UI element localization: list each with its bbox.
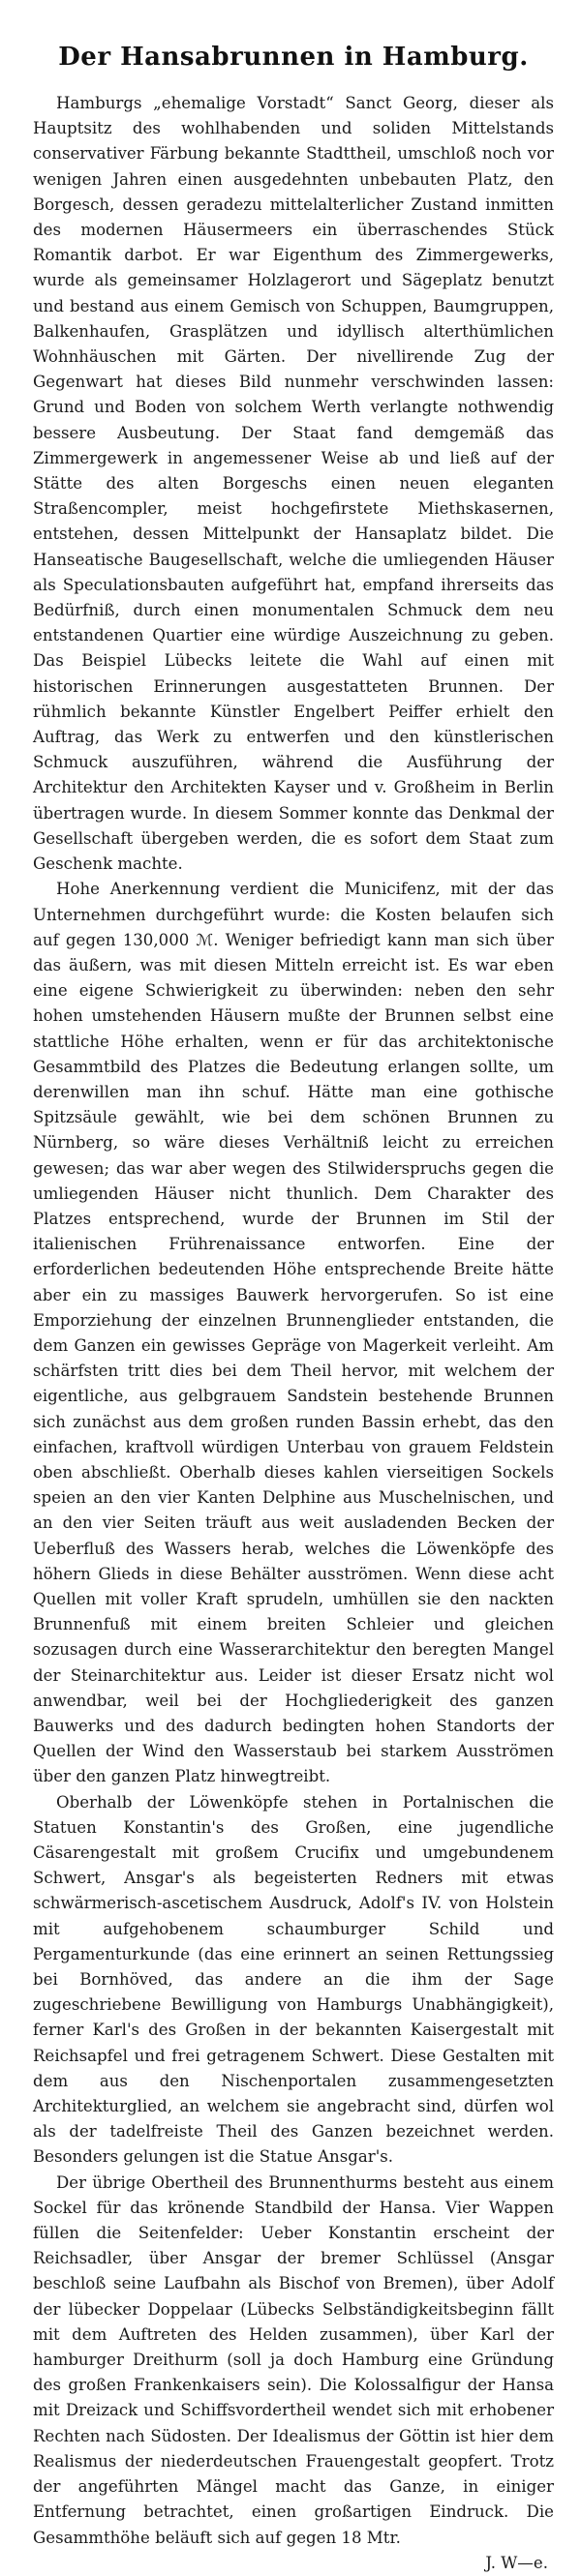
article-paragraph-2: Hohe Anerkennung verdient die Municifenz, mit der das Unternehmen durchgeführt wurde: die Kosten belaufen sich auf gegen 130,000 ℳ. Weniger befriedigt kann man sich über das äußern, was mit diesen Mitteln erreicht ist. Es war eben eine eigene Schwierigkeit zu überwinden: neben den sehr hohen umstehenden Häusern mußte der Brunnen selbst eine stattliche Höhe erhalten, wenn er für das architektonische Gesammtbild des Platzes die Bedeutung erlangen sollte, um derenwillen man ihn schuf. Hätte man eine gothische Spitzsäule gewählt, wie bei dem schönen Brunnen zu Nürnberg, so wäre dieses Verhältniß leicht zu erreichen gewesen; das war aber wegen des Stilwiderspruchs gegen die umliegenden Häuser nicht thunlich. Dem Charakter des Platzes entsprechend, wurde der Brunnen im Stil der italienischen Frührenaissance entworfen. Eine der erforderlichen bedeutenden Höhe entsprechende Breite hätte aber ein zu massiges Bauwerk hervorgerufen. So ist eine Emporziehung der einzelnen Brunnenglieder entstanden, die dem Ganzen ein gewisses Gepräge von Magerkeit verleiht. Am schärfsten tritt dies bei dem Theil hervor, mit welchem der eigentliche, aus gelbgrauem Sandstein bestehende Brunnen sich zunächst aus dem großen runden Bassin erhebt, das den einfachen, kraftvoll würdigen Unterbau von grauem Feldstein oben abschließt. Oberhalb dieses kahlen vierseitigen Sockels speien an den vier Kanten Delphine aus Muschelnischen, und an den vier Seiten träuft aus weit ausladenden Becken der Ueberfluß des Wassers herab, welches die Löwenköpfe des höhern Glieds in diese Behälter ausströmen. Wenn diese acht Quellen mit voller Kraft sprudeln, umhüllen sie den nackten Brunnenfuß mit einem breiten Schleier und gleichen sozusagen durch eine Wasserarchitektur den beregten Mangel der Steinarchitektur aus. Leider ist dieser Ersatz nicht wol anwendbar, weil bei der Hochgliederigkeit des ganzen Bauwerks und des dadurch bedingten hohen Standorts der Quellen der Wind den Wasserstaub bei starkem Ausströmen über den ganzen Platz hinwegtreibt. xyxy=(33,880,554,1786)
article-paragraph-4: Der übrige Obertheil des Brunnenthurms besteht aus einem Sockel für das krönende Standbild der Hansa. Vier Wappen füllen die Seitenfelder: Ueber Konstantin erscheint der Reichsadler, über Ansgar der bremer Schlüssel (Ansgar beschloß seine Laufbahn als Bischof von Bremen), über Adolf der lübecker Doppelaar (Lübecks Selbständigkeitsbeginn fällt mit dem Auftreten des Helden zusammen), über Karl der hamburger Dreithurm (soll ja doch Hamburg eine Gründung des großen Frankenkaisers sein). Die Kolossalfigur der Hansa mit Dreizack und Schiffsvordertheil wendet sich mit erhobener Rechten nach Südosten. Der Idealismus der Göttin ist hier dem Realismus der niederdeutschen Frauengestalt geopfert. Trotz der angeführten Mängel macht das Ganze, in einiger Entfernung betrachtet, einen großartigen Eindruck. Die Gesammthöhe beläuft sich auf gegen 18 Mtr. xyxy=(33,2172,554,2547)
article-title: Der Hansabrunnen in Hamburg. xyxy=(58,43,529,72)
article-paragraph-1: Hamburgs „ehemalige Vorstadt“ Sanct Georg, dieser als Hauptsitz des wohlhabenden und soliden Mittelstands conservativer Färbung bekannte Stadttheil, umschloß noch vor wenigen Jahren einen ausgedehnten unbebauten Platz, den Borgesch, dessen geradezu mittelalterlicher Zustand inmitten des modernen Häusermeers ein überraschendes Stück Romantik darbot. Er war Eigenthum des Zimmergewerks, wurde als gemeinsamer Holzlagerort und Sägeplatz benutzt und bestand aus einem Gemisch von Schuppen, Baumgruppen, Balkenhaufen, Grasplätzen und idyllisch alterthümlichen Wohnhäuschen mit Gärten. Der nivellirende Zug der Gegenwart hat dieses Bild nunmehr verschwinden lassen: Grund und Boden von solchem Werth verlangte nothwendig bessere Ausbeutung. Der Staat fand demgemäß das Zimmergewerk in angemessener Weise ab und ließ auf der Stätte des alten Borgeschs einen neuen eleganten Straßencompler, meist hochgefirstete Miethskasernen, entstehen, dessen Mittelpunkt der Hansaplatz bildet. Die Hanseatische Baugesellschaft, welche die umliegenden Häuser als Speculationsbauten aufgeführt hat, empfand ihrerseits das Bedürfniß, durch einen monumentalen Schmuck dem neu entstandenen Quartier eine würdige Auszeichnung zu geben. Das Beispiel Lübecks leitete die Wahl auf einen mit historischen Erinnerungen ausgestatteten Brunnen. Der rühmlich bekannte Künstler Engelbert Peiffer erhielt den Auftrag, das Werk zu entwerfen und den künstlerischen Schmuck auszuführen, während die Ausführung der Architektur den Architekten Kayser und v. Großheim in Berlin übertragen wurde. In diesem Sommer konnte das Denkmal der Gesellschaft übergeben werden, die es sofort dem Staat zum Geschenk machte. xyxy=(33,94,554,874)
article-paragraph-3: Oberhalb der Löwenköpfe stehen in Portalnischen die Statuen Konstantin's des Großen, eine jugendliche Cäsarengestalt mit großem Crucifix und umgebundenem Schwert, Ansgar's als begeisterten Redners mit etwas schwärmerisch-ascetischem Ausdruck, Adolf's IV. von Holstein mit aufgehobenem schaumburger Schild und Pergamenturkunde (das eine erinnert an seinen Rettungssieg bei Bornhöved, das andere an die ihm der Sage zugeschriebene Bewilligung von Hamburgs Unabhängigkeit), ferner Karl's des Großen in der bekannten Kaisergestalt mit Reichsapfel und frei getragenem Schwert. Diese Gestalten mit dem aus den Nischenportalen zusammengesetzten Architekturglied, an welchem sie angebracht sind, dürfen wol als der tadelfreiste Theil des Ganzen bezeichnet werden. Besonders gelungen ist die Statue Ansgar's. xyxy=(33,1792,554,2167)
author-signature: J. W—e. xyxy=(485,2553,548,2572)
